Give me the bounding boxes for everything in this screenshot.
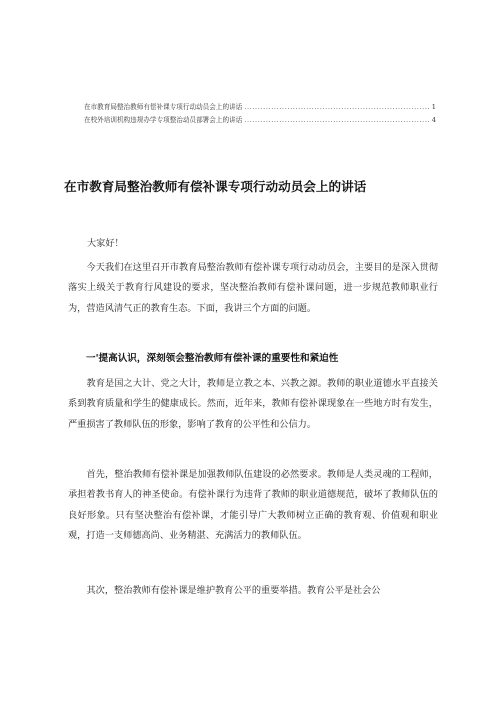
- body-paragraph: 教育是国之大计、党之大计，教师是立教之本、兴教之源。教师的职业道德水平直接关系到教育质量和学生的健康成长。然而，近年来，教师有偿补课现象在一些地方时有发生，严重损害了教师队伍的形象，影响了教育的公平性和公信力。: [68, 378, 438, 430]
- toc-entry[interactable]: [84, 114, 436, 127]
- section-heading: 一'提高认识，深刻领会整治教师有偿补课的重要性和紧迫性: [86, 353, 339, 364]
- greeting: 大家好！: [87, 238, 124, 249]
- toc-dot-leader: [244, 101, 430, 114]
- body-paragraph: 首先，整治教师有偿补课是加强教师队伍建设的必然要求。教师是人类灵魂的工程师，承担着教书育人的神圣使命。有偿补课行为违背了教师的职业道德规范，破坏了教师队伍的良好形象。只有坚决整治有偿补课，才能引导广大教师树立正确的教育观、价值观和职业观，打造一支师德高尚、业务精湛、充满活力的教师队伍。: [68, 469, 438, 542]
- document-title: 在市教育局整治教师有偿补课专项行动动员会上的讲话: [64, 179, 367, 194]
- toc-entry-page: 4: [431, 116, 436, 124]
- table-of-contents: [84, 101, 436, 127]
- body-paragraph: 今天我们在这里召开市教育局整治教师有偿补课专项行动动员会，主要目的是深入贯彻落实上级关于教育行风建设的要求，坚决整治教师有偿补课问题，进一步规范教师职业行为，营造风清气正的教育生态。下面，我讲三个方面的问题。: [68, 262, 438, 314]
- toc-dot-leader: [244, 114, 430, 127]
- toc-entry-page: 1: [431, 103, 436, 111]
- toc-entry-title: 在校外培训机构违规办学专项整治动员部署会上的讲话: [84, 116, 243, 124]
- toc-entry-title: 在市教育局整治教师有偿补课专项行动动员会上的讲话: [84, 103, 243, 111]
- body-paragraph: 其次，整治教师有偿补课是维护教育公平的重要举措。教育公平是社会公: [86, 585, 381, 596]
- toc-entry[interactable]: [84, 101, 436, 114]
